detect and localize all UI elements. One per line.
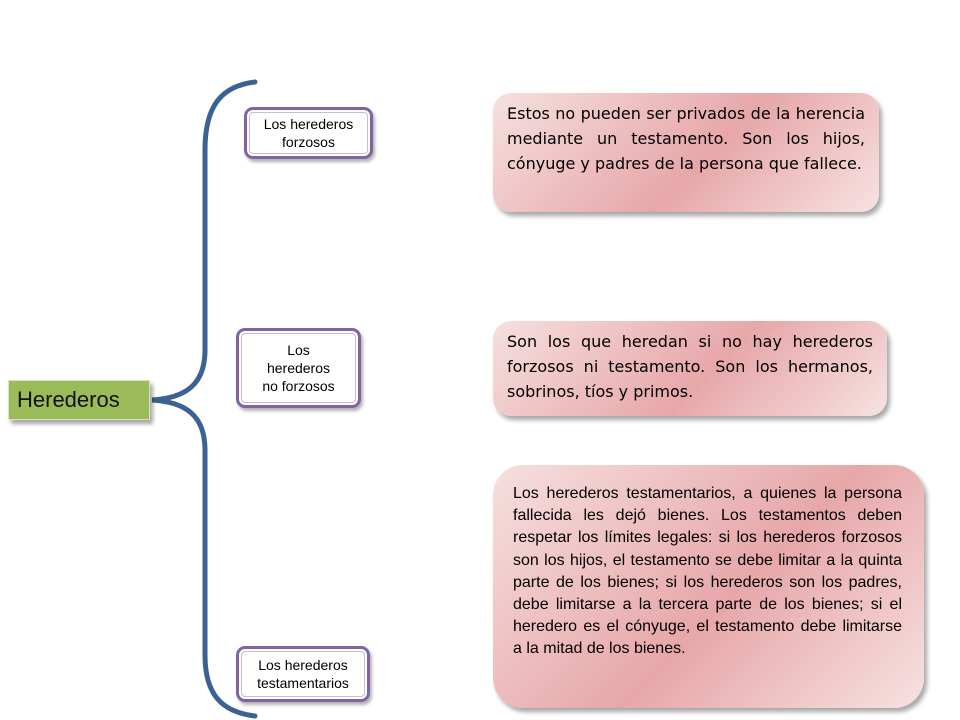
- description-text: Los herederos testamentarios, a quienes la persona fallecida les dejó bienes. Los testamentos deben respetar los límites legales: si los herederos forzosos son los hijos, el testamento se debe limitar a la quinta parte de los bienes; si los herederos son los padres, debe limitarse a la tercera parte de los bienes; si el heredero es el cónyuge, el testamento debe limitarse a la mitad de los bienes.: [513, 485, 902, 658]
- root-label: Herederos: [17, 387, 120, 412]
- branch-label: Los herederos testamentarios: [257, 657, 349, 691]
- branch-herederos-testamentarios: [236, 646, 370, 702]
- branch-herederos-forzosos: [244, 107, 373, 159]
- branch-herederos-no-forzosos: [236, 328, 361, 408]
- description-text: Son los que heredan si no hay herederos forzosos ni testamento. Son los hermanos, sobrinos, tíos y primos.: [507, 332, 873, 401]
- description-herederos-forzosos: [493, 93, 879, 212]
- branch-label: Los herederos no forzosos: [262, 342, 335, 394]
- description-text: Estos no pueden ser privados de la herencia mediante un testamento. Son los hijos, cónyuge y padres de la persona que fallece.: [507, 104, 865, 173]
- description-herederos-no-forzosos: [493, 321, 887, 416]
- root-node-herederos: [8, 380, 150, 420]
- description-herederos-testamentarios: [493, 465, 924, 708]
- branch-label: Los herederos forzosos: [263, 116, 354, 150]
